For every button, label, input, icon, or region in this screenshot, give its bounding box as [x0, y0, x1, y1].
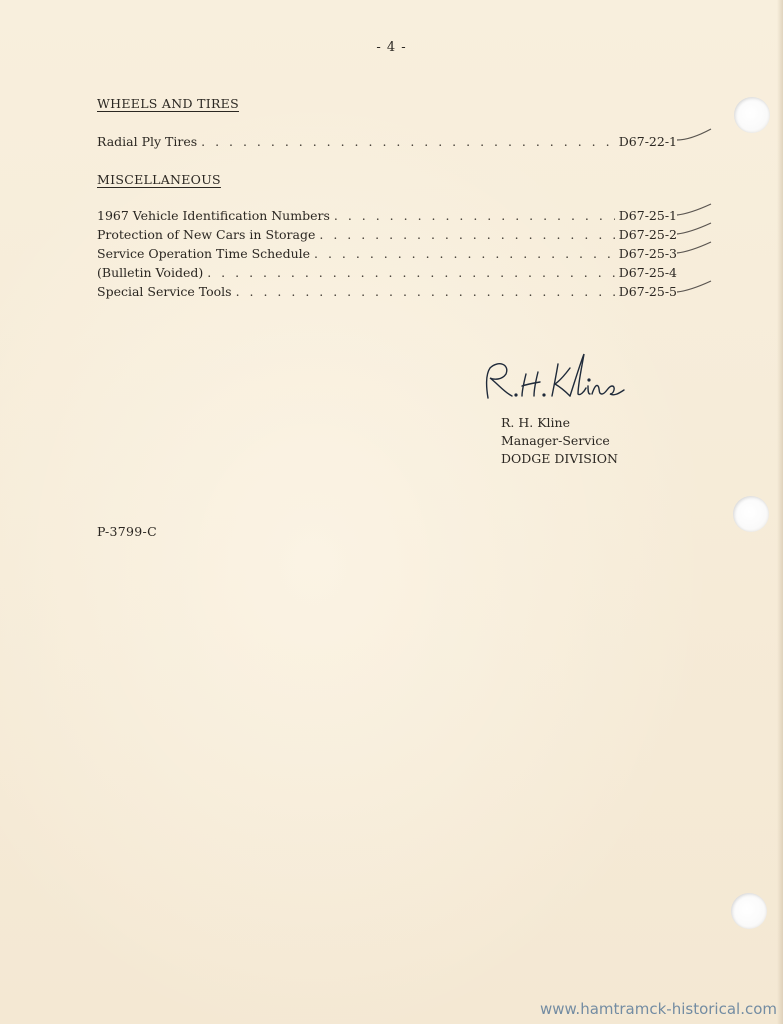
page-edge-shadow [777, 0, 783, 1024]
leader-dots [201, 134, 615, 149]
leader-dots [236, 284, 615, 299]
toc-entry [97, 208, 677, 226]
toc-entry [97, 227, 677, 245]
signatory-name: R. H. Kline [501, 415, 570, 430]
check-mark-icon [676, 203, 712, 217]
punch-hole [734, 97, 770, 133]
toc-entry-label: 1967 Vehicle Identification Numbers [97, 208, 330, 223]
check-mark-icon [676, 241, 712, 255]
punch-hole [733, 496, 769, 532]
section-heading-miscellaneous: MISCELLANEOUS [97, 172, 221, 187]
toc-entry-code: D67-25-3 [618, 246, 677, 261]
leader-dots [319, 227, 614, 242]
signatory-title: Manager-Service [501, 433, 610, 448]
page-number: - 4 - [376, 40, 407, 55]
section-heading-wheels-and-tires: WHEELS AND TIRES [97, 96, 239, 111]
toc-entry-code: D67-25-5 [618, 284, 677, 299]
form-number: P-3799-C [97, 524, 157, 539]
leader-dots [314, 246, 615, 261]
check-mark-icon [676, 128, 712, 142]
check-mark-icon [676, 222, 712, 236]
toc-entry-code: D67-25-2 [618, 227, 677, 242]
toc-entry-code: D67-25-4 [618, 265, 677, 280]
toc-entry [97, 246, 677, 264]
toc-entry-code: D67-22-1 [618, 134, 677, 149]
leader-dots [207, 265, 615, 280]
toc-entry-label: (Bulletin Voided) [97, 265, 204, 280]
check-mark-icon [676, 280, 712, 294]
toc-entry [97, 284, 677, 302]
toc-entry-label: Service Operation Time Schedule [97, 246, 311, 261]
toc-entry [97, 134, 677, 152]
signatory-division: DODGE DIVISION [501, 451, 618, 466]
toc-entry [97, 265, 677, 283]
website-watermark: www.hamtramck-historical.com [540, 1000, 777, 1018]
punch-hole [731, 893, 767, 929]
toc-entry-label: Radial Ply Tires [97, 134, 198, 149]
toc-entry-label: Protection of New Cars in Storage [97, 227, 316, 242]
toc-entry-code: D67-25-1 [618, 208, 677, 223]
toc-entry-label: Special Service Tools [97, 284, 232, 299]
leader-dots [334, 208, 615, 223]
handwritten-signature-icon [478, 350, 638, 412]
